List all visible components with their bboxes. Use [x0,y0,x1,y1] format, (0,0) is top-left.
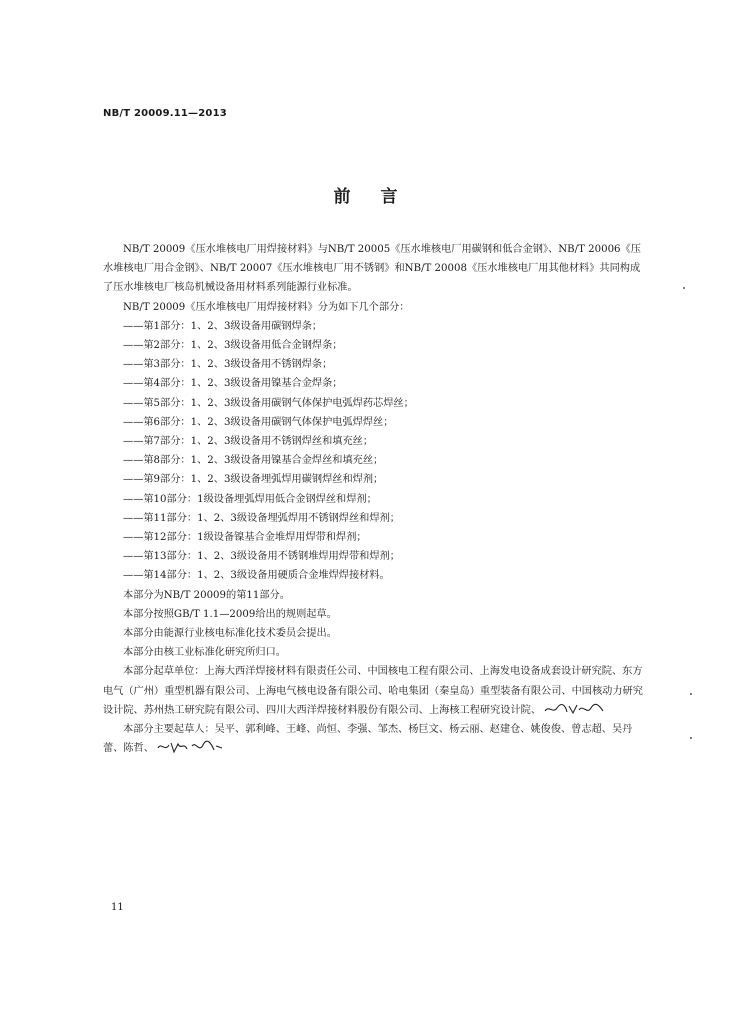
page-title: 前言 [333,187,428,207]
standard-code: NB/T 20009.11—2013 [103,108,227,119]
scan-speck [690,693,692,695]
handwritten-signature-1 [543,702,607,716]
note-line: 本部分按照GB/T 1.1—2009给出的规则起草。 [123,608,337,620]
part-item: ——第14部分：1、2、3级设备用硬质合金堆焊焊接材料。 [123,570,390,582]
drafting-units-text: 本部分起草单位：上海大西洋焊接材料有限责任公司、中国核电工程有限公司、上海发电设备成套设计研究院、东方电气（广州）重型机器有限公司、上海电气核电设备有限公司、哈电集团（秦皇岛）重型装备有限公司、中国核动力研究设计院、苏州热工研究院有限公司、四川大西洋焊接材料股份有限公司、上海核工程研究设计院、 [103,666,643,716]
drafters-paragraph [103,720,643,758]
page-number: 11 [111,902,124,913]
drafting-units-paragraph [103,662,643,720]
part-item: ——第6部分：1、2、3级设备用碳钢气体保护电弧焊焊丝； [123,416,394,428]
part-item: ——第9部分：1、2、3级设备埋弧焊用碳钢焊丝和焊剂； [123,474,384,486]
part-item: ——第3部分：1、2、3级设备用不锈钢焊条； [123,359,333,371]
part-item: ——第5部分：1、2、3级设备用碳钢气体保护电弧焊药芯焊丝； [123,397,414,409]
note-line: 本部分由能源行业核电标准化技术委员会提出。 [123,628,337,640]
scan-speck [690,737,692,739]
preface-body [103,240,643,758]
part-item: ——第1部分：1、2、3级设备用碳钢焊条； [123,320,323,332]
scan-speck [683,287,685,289]
part-item: ——第10部分：1级设备埋弧焊用低合金钢焊丝和焊剂； [123,493,377,505]
part-item: ——第12部分：1级设备镍基合金堆焊用焊带和焊剂； [123,532,367,544]
part-item: ——第11部分：1、2、3级设备埋弧焊用不锈钢焊丝和焊剂； [123,512,400,524]
drafters-text: 本部分主要起草人：吴平、郭利峰、王峰、尚恒、李强、邹杰、杨巨文、杨云丽、赵建仓、姚俊俊、曾志超、吴丹蕾、陈哲、 [103,724,633,755]
intro-parts-lead: NB/T 20009《压水堆核电厂用焊接材料》分为如下几个部分： [123,301,410,313]
part-item: ——第2部分：1、2、3级设备用低合金钢焊条； [123,340,343,352]
part-item: ——第4部分：1、2、3级设备用镍基合金焊条； [123,378,343,390]
part-item: ——第8部分：1、2、3级设备用镍基合金焊丝和填充丝； [123,455,384,467]
note-line: 本部分为NB/T 20009的第11部分。 [123,589,290,601]
part-item: ——第7部分：1、2、3级设备用不锈钢焊丝和填充丝； [123,436,374,448]
handwritten-signature-2 [156,740,226,754]
note-line: 本部分由核工业标准化研究所归口。 [123,647,286,659]
part-item: ——第13部分：1、2、3级设备用不锈钢堆焊用焊带和焊剂； [123,551,400,563]
intro-paragraph: NB/T 20009《压水堆核电厂用焊接材料》与NB/T 20005《压水堆核电厂用碳钢和低合金钢》、NB/T 20006《压水堆核电厂用合金钢》、NB/T 20007《压水堆核电厂用不锈钢》和NB/T 20008《压水堆核电厂用其他材料》共同构成了压水堆核电厂核岛机械设备用材料系列能源行业标准。 [103,244,641,294]
